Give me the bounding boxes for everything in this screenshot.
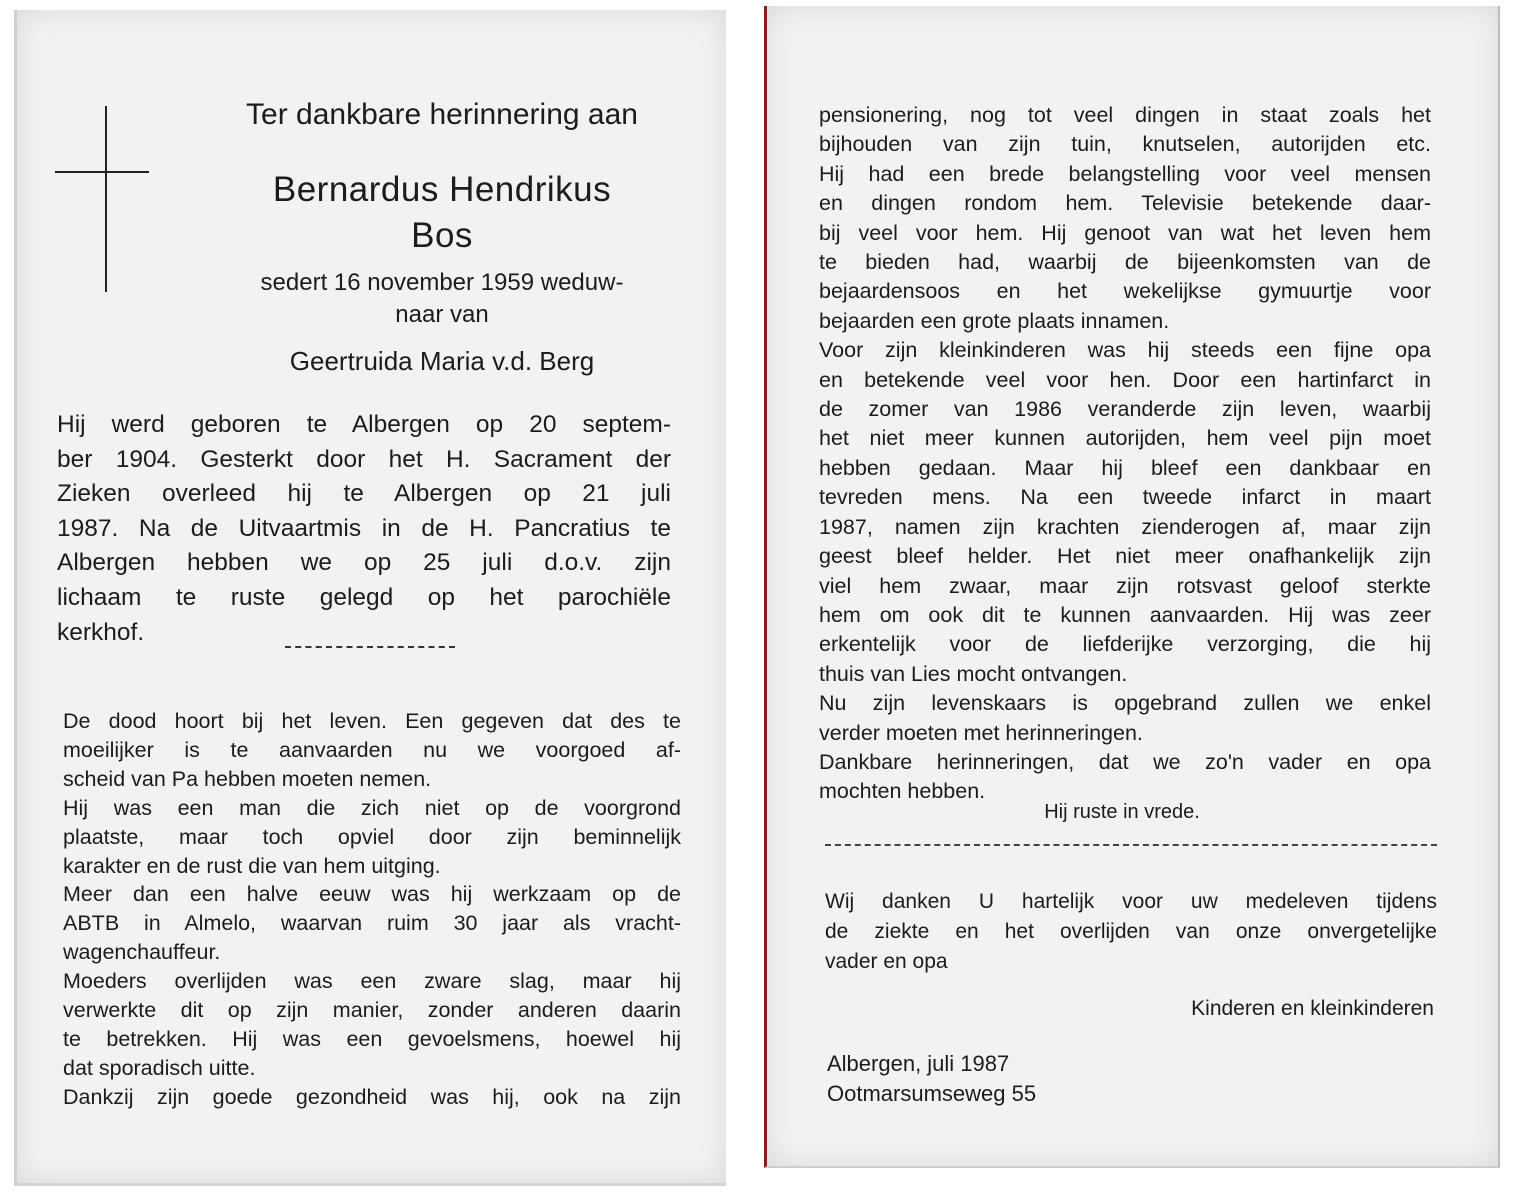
memoir-line: ABTB in Almelo, waarvan ruim 30 jaar als vracht-	[63, 911, 681, 936]
address: Ootmarsumseweg 55	[827, 1081, 1037, 1106]
memoir-line: Hij was een man die zich niet op de voorgrond	[63, 795, 681, 820]
memoir-line: Hij had een brede belangstelling voor veel mensen	[819, 161, 1431, 186]
deceased-given-names: Bernardus Hendrikus	[272, 170, 612, 209]
bio-line: Albergen hebben we op 25 juli d.o.v. zijn	[57, 549, 671, 577]
memoir-line: Meer dan een halve eeuw was hij werkzaam op de	[63, 882, 681, 907]
memoir-line: erkentelijk voor de liefderijke verzorging, die hij	[819, 632, 1431, 657]
memoir-line: scheid van Pa hebben moeten nemen.	[63, 766, 432, 791]
memoir-line: dat sporadisch uitte.	[63, 1055, 256, 1080]
memoir-line: bij veel voor hem. Hij genoot van wat het leven hem	[819, 220, 1431, 245]
memoir-line: bijhouden van zijn tuin, knutselen, autorijden etc.	[819, 132, 1431, 157]
memoir-line: te betrekken. Hij was een gevoelsmens, hoewel hij	[63, 1026, 681, 1051]
signature: Kinderen en kleinkinderen	[1191, 997, 1434, 1020]
spouse-name: Geertruida Maria v.d. Berg	[289, 346, 595, 376]
memoir-line: het niet meer kunnen autorijden, hem veel pijn moet	[819, 426, 1431, 451]
thanks-line: vader en opa	[825, 950, 948, 973]
thanks-line: Wij danken U hartelijk voor uw medeleven tijdens	[825, 890, 1437, 913]
memoir-line: geest bleef helder. Het niet meer onafhankelijk zijn	[819, 544, 1431, 569]
memoir-line: 1987, namen zijn krachten zienderogen af, maar zijn	[819, 514, 1431, 539]
bio-line: kerkhof.	[57, 618, 145, 646]
memoir-line: hem om ook dit te kunnen aanvaarden. Hij was zeer	[819, 602, 1431, 627]
deceased-surname: Bos	[411, 216, 473, 255]
memoir-line: hebben gedaan. Maar hij bleef een dankbaar en	[819, 455, 1431, 480]
memoir-line: en betekende veel voor hen. Door een hartinfarct in	[819, 367, 1431, 392]
memoir-line: verder moeten met herinneringen.	[819, 720, 1143, 745]
cross-icon	[105, 106, 107, 292]
intro-text: Ter dankbare herinnering aan	[246, 98, 638, 131]
memoir-line: wagenchauffeur.	[63, 940, 221, 965]
memoir-line: pensionering, nog tot veel dingen in staat zoals het	[819, 103, 1431, 127]
memoir-right	[819, 101, 1431, 807]
memoir-line: tevreden mens. Na een tweede infarct in maart	[819, 485, 1431, 510]
memoir-line: moeilijker is te aanvaarden nu we voorgoed af-	[63, 737, 681, 762]
memoir-line: te bieden had, waarbij de bijeenkomsten van de	[819, 250, 1431, 275]
bio-line: Zieken overleed hij te Albergen op 21 juli	[57, 480, 671, 508]
biography	[57, 408, 671, 650]
cross-icon-bar	[55, 171, 149, 173]
memoir-line: mochten hebben.	[819, 779, 986, 804]
rest-in-peace: Hij ruste in vrede.	[1044, 801, 1200, 823]
left-page	[14, 10, 726, 1186]
bio-line: lichaam te ruste gelegd op het parochiële	[57, 583, 671, 611]
thanks-line: de ziekte en het overlijden van onze onvergetelijke	[825, 920, 1437, 943]
separator-long	[825, 844, 1437, 846]
memoir-line: bejaardensoos en het wekelijkse gymuurtje voor	[819, 279, 1431, 304]
memoir-line: Nu zijn levenskaars is opgebrand zullen we enkel	[819, 691, 1431, 716]
memoir-line: viel hem zwaar, maar zijn rotsvast geloof sterkte	[819, 573, 1431, 598]
bio-line: 1987. Na de Uitvaartmis in de H. Pancratius te	[57, 514, 671, 542]
memoir-left	[63, 707, 681, 1112]
memoir-line: de zomer van 1986 veranderde zijn leven, waarbij	[819, 397, 1431, 422]
thanks-message	[825, 887, 1437, 977]
widow-line-2: naar van	[395, 301, 489, 328]
memoir-line: verwerkte dit op zijn manier, zonder anderen daarin	[63, 998, 681, 1023]
memoir-line: Dankbare herinneringen, dat we zo'n vader en opa	[819, 749, 1431, 774]
place-date: Albergen, juli 1987	[827, 1051, 1010, 1076]
memoir-line: karakter en de rust die van hem uitging.	[63, 853, 441, 878]
memoir-line: Moeders overlijden was een zware slag, maar hij	[63, 969, 681, 994]
bio-line: ber 1904. Gesterkt door het H. Sacrament der	[57, 445, 671, 473]
separator-short	[285, 646, 455, 648]
memoir-line: thuis van Lies mocht ontvangen.	[819, 661, 1128, 686]
bio-line: Hij werd geboren te Albergen op 20 septem-	[57, 411, 671, 438]
memoir-line: Dankzij zijn goede gezondheid was hij, ook na zijn	[63, 1084, 681, 1109]
memoir-line: Voor zijn kleinkinderen was hij steeds een fijne opa	[819, 338, 1431, 363]
widow-line-1: sedert 16 november 1959 weduw-	[260, 269, 624, 296]
right-page	[764, 6, 1500, 1168]
memoir-line: De dood hoort bij het leven. Een gegeven dat des te	[63, 709, 681, 733]
memoir-line: en dingen rondom hem. Televisie betekende daar-	[819, 191, 1431, 216]
memoir-line: plaatste, maar toch opviel door zijn beminnelijk	[63, 824, 681, 849]
memoir-line: bejaarden een grote plaats innamen.	[819, 308, 1170, 333]
